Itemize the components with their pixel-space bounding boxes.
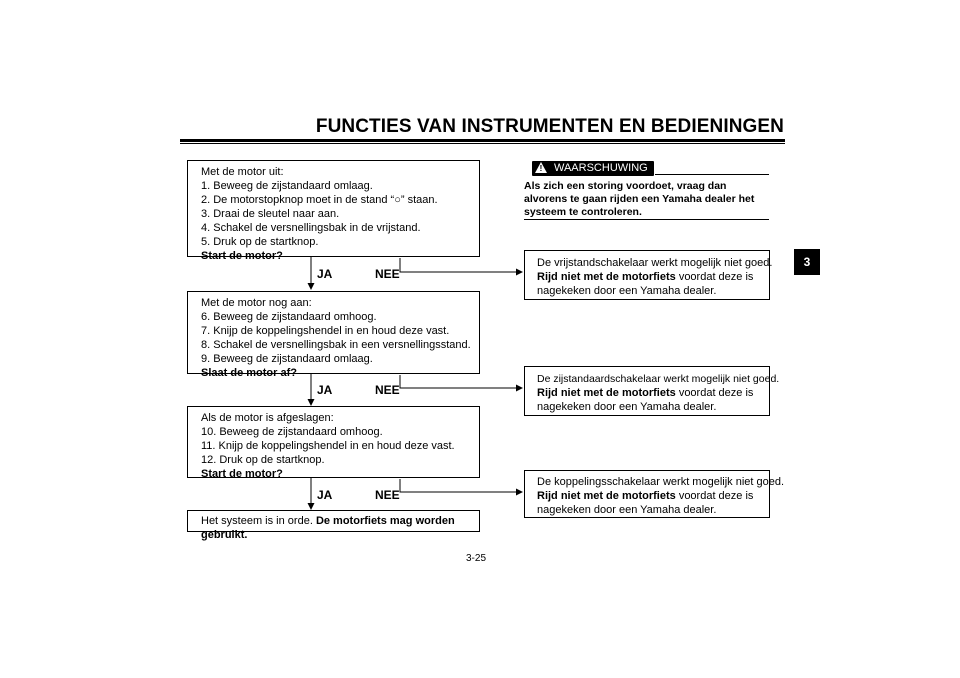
step3-line: Als de motor is afgeslagen: [201, 412, 334, 424]
step2-line: 8. Schakel de versnellingsbak in een versnellingsstand. [201, 339, 471, 351]
step-box-1 [187, 160, 480, 262]
step-box-2 [187, 291, 480, 379]
step2-line: Met de motor nog aan: [201, 297, 312, 309]
page-number: 3-25 [466, 553, 487, 564]
warning-badge: WAARSCHUWING [532, 161, 654, 176]
step1-question: Start de motor? [201, 250, 283, 262]
step1-line: 2. De motorstopknop moet in de stand “○” staan. [201, 194, 438, 206]
result-rest: voordat deze is [678, 271, 754, 283]
result-bold: Rijd niet met de motorfiets [537, 490, 676, 502]
result-rest: voordat deze is [678, 490, 754, 502]
warning-text: Als zich een storing voordoet, vraag dan alvorens te gaan rijden een Yamaha dealer het systeem te controleren. [524, 180, 755, 218]
result-line: nagekeken door een Yamaha dealer. [537, 504, 717, 516]
final-bold: De motorfiets mag worden gebruikt. [201, 515, 455, 541]
result-box-1 [524, 250, 773, 300]
result-box-3 [524, 470, 785, 518]
step2-line: 9. Beweeg de zijstandaard omlaag. [201, 353, 373, 365]
result-line: nagekeken door een Yamaha dealer. [537, 285, 717, 297]
step1-line: 1. Beweeg de zijstandaard omlaag. [201, 180, 373, 192]
yes-label-1: JA [317, 267, 333, 281]
step1-line: Met de motor uit: [201, 166, 284, 178]
yes-label-2: JA [317, 383, 333, 397]
page-title: FUNCTIES VAN INSTRUMENTEN EN BEDIENINGEN [315, 116, 784, 137]
final-box [187, 510, 480, 541]
step2-line: 6. Beweeg de zijstandaard omhoog. [201, 311, 377, 323]
warning-rule-bottom [524, 219, 769, 220]
result-rest: voordat deze is [678, 387, 754, 399]
step3-line: 11. Knijp de koppelingshendel in en houd deze vast. [201, 440, 455, 452]
step2-question: Slaat de motor af? [201, 367, 297, 379]
result-line: De zijstandaardschakelaar werkt mogelijk niet goed. [537, 373, 780, 385]
step3-line: 12. Druk op de startknop. [201, 454, 325, 466]
final-text: Het systeem is in orde. [201, 515, 313, 527]
step-box-3 [187, 406, 480, 478]
warning-exclamation-icon: ! [539, 164, 543, 173]
no-label-3: NEE [375, 488, 400, 502]
yes-label-3: JA [317, 488, 333, 502]
no-label-2: NEE [375, 383, 400, 397]
warning-rule [655, 174, 769, 175]
result-line: De koppelingsschakelaar werkt mogelijk niet goed. [537, 476, 785, 488]
result-box-2 [524, 366, 780, 416]
result-line: nagekeken door een Yamaha dealer. [537, 401, 717, 413]
step1-line: 3. Draai de sleutel naar aan. [201, 208, 340, 220]
step1-line: 4. Schakel de versnellingsbak in de vrijstand. [201, 222, 421, 234]
result-bold: Rijd niet met de motorfiets [537, 387, 676, 399]
step3-question: Start de motor? [201, 468, 283, 480]
step3-line: 10. Beweeg de zijstandaard omhoog. [201, 426, 383, 438]
step1-line: 5. Druk op de startknop. [201, 236, 319, 248]
result-bold: Rijd niet met de motorfiets [537, 271, 676, 283]
result-line: De vrijstandschakelaar werkt mogelijk niet goed. [537, 257, 773, 269]
no-label-1: NEE [375, 267, 400, 281]
section-tab: 3 [794, 249, 820, 275]
step2-line: 7. Knijp de koppelingshendel in en houd deze vast. [201, 325, 450, 337]
